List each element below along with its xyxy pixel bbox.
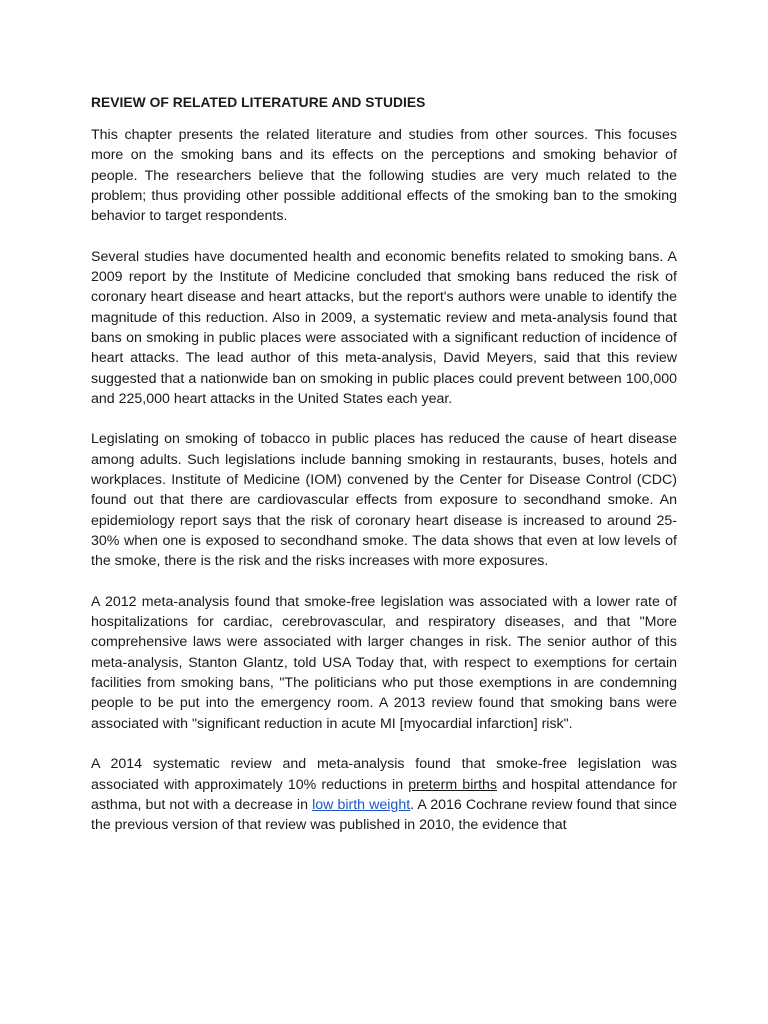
paragraph-intro: This chapter presents the related literature and studies from other sources. This focuses more on the smoking bans and its effects on the perceptions and smoking behavior of people. The researchers believe that the following studies are very much related to the problem; thus providing other possible additional effects of the smoking ban to the smoking behavior to target respondents.: [91, 127, 677, 225]
paragraph-text: . A 2016 Cochrane review found that since the previous version of that review was published in 2010, the evidence that: [91, 796, 678, 834]
paragraph-2012-meta-analysis: A 2012 meta-analysis found that smoke-free legislation was associated with a lower rate of hospitalizations for cardiac, cerebrovascular, and respiratory diseases, and that "More comprehensive laws were associated with larger changes in risk. The senior author of this meta-analysis, Stanton Glantz, told USA Today that, with respect to exemptions for certain facilities from smoking bans, "The politicians who put those exemptions in are condemning people to be put into the emergency room. A 2013 review found that smoking bans were associated with "significant reduction in acute MI [myocardial infarction] risk".: [91, 593, 677, 732]
paragraph-2014-review: [91, 754, 677, 835]
low-birth-weight-link[interactable]: low birth weight: [312, 796, 411, 813]
paragraph-text: A 2014 systematic review and meta-analysis found that smoke-free legislation was associated with approximately 10% reductions in: [91, 756, 677, 793]
paragraph-health-benefits: Several studies have documented health and economic benefits related to smoking bans. A 2009 report by the Institute of Medicine concluded that smoking bans reduced the risk of coronary heart disease and heart attacks, but the report's authors were unable to identify the magnitude of this reduction. Also in 2009, a systematic review and meta-analysis found that bans on smoking in public places were associated with a significant reduction of incidence of heart attacks. The lead author of this meta-analysis, David Meyers, said that this review suggested that a nationwide ban on smoking in public places could prevent between 100,000 and 225,000 heart attacks in the United States each year.: [91, 248, 677, 407]
preterm-births-link[interactable]: preterm births: [408, 776, 498, 793]
paragraph-text: and hospital attendance for asthma, but not with a decrease in: [91, 776, 678, 813]
paragraph-legislation: Legislating on smoking of tobacco in public places has reduced the cause of heart disease among adults. Such legislations include banning smoking in restaurants, buses, hotels and workplaces. Institute of Medicine (IOM) convened by the Center for Disease Control (CDC) found out that there are cardiovascular effects from exposure to secondhand smoke. An epidemiology report says that the risk of coronary heart disease is increased to around 25-30% when one is exposed to secondhand smoke. The data shows that even at low levels of the smoke, there is the risk and the risks increases with more exposures.: [91, 431, 677, 570]
section-heading: REVIEW OF RELATED LITERATURE AND STUDIES: [91, 95, 426, 110]
